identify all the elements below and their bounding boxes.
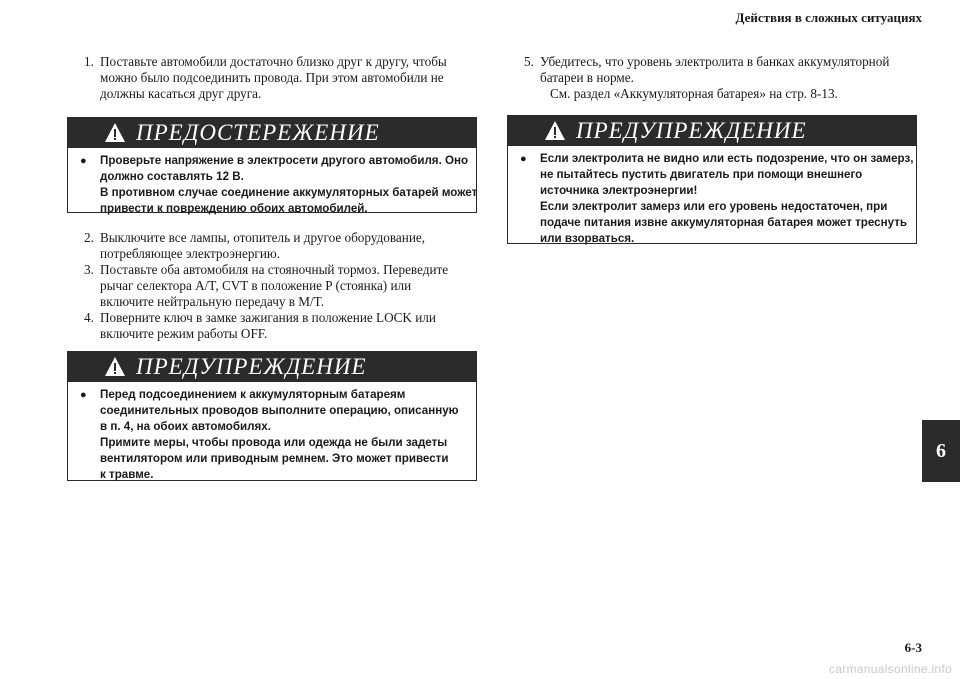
- warning-line: Примите меры, чтобы провода или одежда не были задеты: [100, 436, 448, 449]
- caution-title-bar: [68, 118, 476, 148]
- step-line: Убедитесь, что уровень электролита в банках аккумуляторной: [540, 54, 890, 69]
- warning-line: соединительных проводов выполните операцию, описанную: [100, 404, 459, 417]
- steps-block-middle: [84, 230, 474, 342]
- caution-line: привести к повреждению обоих автомобилей.: [100, 202, 368, 215]
- step-number: 4.: [84, 310, 94, 325]
- warning-body: [508, 146, 916, 254]
- warning-line: не пытайтесь пустить двигатель при помощи внешнего: [540, 168, 863, 181]
- step-line: можно было подсоединить провода. При этом автомобили не: [100, 70, 444, 85]
- step-line: Поверните ключ в замке зажигания в положение LOCK или: [100, 310, 436, 325]
- warning-line: источника электроэнергии!: [540, 184, 698, 197]
- warning-line: Если электролита не видно или есть подозрение, что он замерз,: [540, 152, 914, 165]
- step-text: [100, 230, 474, 262]
- warning-triangle-icon: [104, 122, 126, 144]
- warning-body: [68, 382, 476, 490]
- warning-title: ПРЕДУПРЕЖДЕНИЕ: [576, 118, 807, 143]
- chapter-tab: 6: [922, 420, 960, 482]
- steps-block-top: [84, 54, 474, 102]
- warning-line: подаче питания извне аккумуляторная батарея может треснуть: [540, 216, 907, 229]
- warning-title-bar: [508, 116, 916, 146]
- warning-triangle-icon: [104, 356, 126, 378]
- warning-triangle-icon: [544, 120, 566, 142]
- bullet-dot-icon: ●: [80, 389, 87, 401]
- step-line: Выключите все лампы, отопитель и другое оборудование,: [100, 230, 426, 245]
- step-line: включите режим работы OFF.: [100, 326, 268, 341]
- step-text: [540, 54, 919, 102]
- warning-title-bar: [68, 352, 476, 382]
- warning-box-right: [507, 115, 917, 244]
- step-text: [100, 54, 474, 102]
- warning-line: Перед подсоединением к аккумуляторным батареям: [100, 388, 406, 401]
- warning-title: ПРЕДУПРЕЖДЕНИЕ: [136, 354, 367, 379]
- step-number: 3.: [84, 262, 94, 277]
- step-text: [100, 310, 474, 342]
- section-header: Действия в сложных ситуациях: [735, 10, 922, 25]
- step-text: [100, 262, 474, 310]
- caution-line: В противном случае соединение аккумуляторных батарей может: [100, 186, 478, 199]
- caution-body: [68, 148, 476, 224]
- steps-block-right: [524, 54, 919, 102]
- page-number: 6-3: [904, 640, 922, 655]
- step-line: Поставьте автомобили достаточно близко друг к другу, чтобы: [100, 54, 447, 69]
- step-number: 1.: [84, 54, 94, 69]
- watermark: carmanualsonline.info: [828, 662, 952, 676]
- step-line: батареи в норме.: [540, 70, 634, 85]
- warning-line: к травме.: [100, 468, 154, 481]
- step-number: 5.: [524, 54, 534, 69]
- warning-line: Если электролит замерз или его уровень недостаточен, при: [540, 200, 888, 213]
- caution-line: Проверьте напряжение в электросети другого автомобиля. Оно: [100, 154, 469, 167]
- caution-title: ПРЕДОСТЕРЕЖЕНИЕ: [136, 120, 380, 145]
- step-2: [84, 230, 474, 262]
- bullet-dot-icon: ●: [520, 153, 527, 165]
- step-line: потребляющее электроэнергию.: [100, 246, 281, 261]
- step-line: должны касаться друг друга.: [100, 86, 262, 101]
- step-1: [84, 54, 474, 102]
- step-number: 2.: [84, 230, 94, 245]
- warning-line: вентилятором или приводным ремнем. Это может привести: [100, 452, 449, 465]
- step-3: [84, 262, 474, 310]
- step-reference: См. раздел «Аккумуляторная батарея» на стр. 8-13.: [550, 86, 838, 101]
- caution-box: [67, 117, 477, 213]
- warning-line: в п. 4, на обоих автомобилях.: [100, 420, 271, 433]
- step-4: [84, 310, 474, 342]
- step-line: включите нейтральную передачу в M/T.: [100, 294, 325, 309]
- bullet-dot-icon: ●: [80, 155, 87, 167]
- warning-box-left: [67, 351, 477, 481]
- step-5: [524, 54, 919, 102]
- step-line: Поставьте оба автомобиля на стояночный тормоз. Переведите: [100, 262, 449, 277]
- step-line: рычаг селектора A/T, CVT в положение P (стоянка) или: [100, 278, 412, 293]
- warning-line: или взорваться.: [540, 232, 635, 245]
- caution-line: должно составлять 12 В.: [100, 170, 244, 183]
